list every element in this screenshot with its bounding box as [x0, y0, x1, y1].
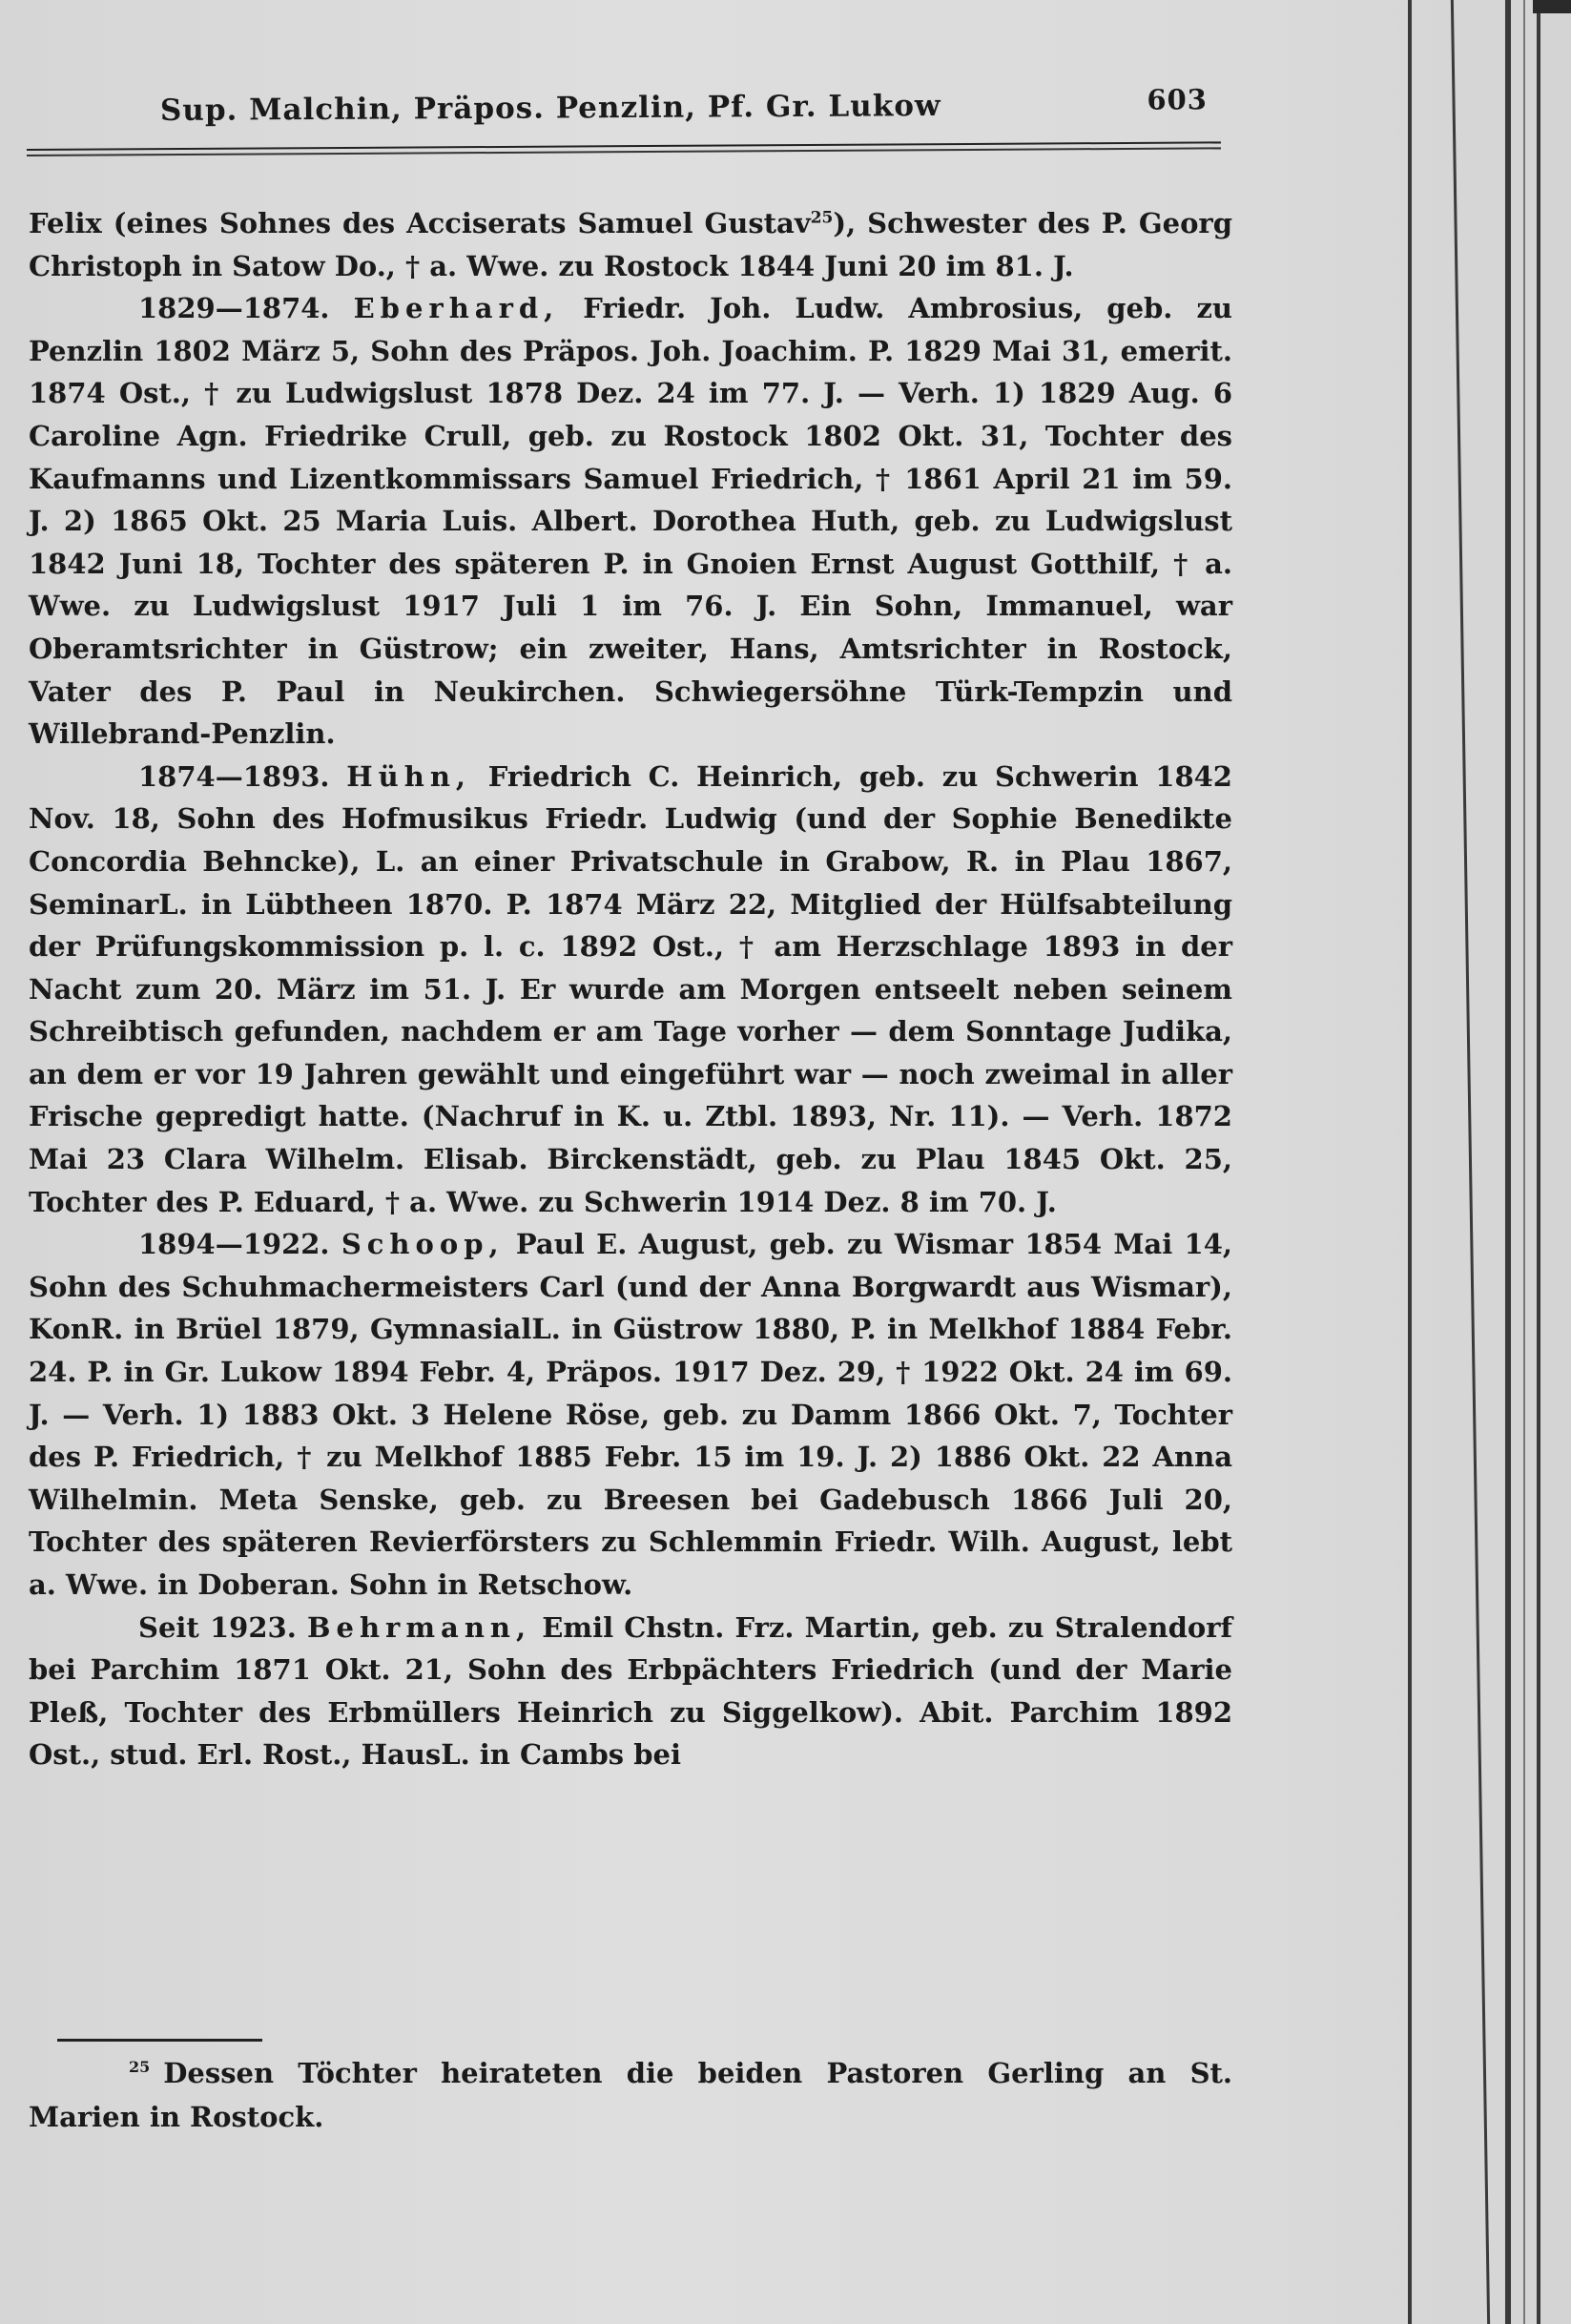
- entry-text: Emil Chstn. Frz. Martin, geb. zu Stralendorf bei Parchim 1871 Okt. 21, Sohn des Erbpächters Friedrich (und der Marie Pleß, Tochter des Erbmüllers Heinrich zu Siggelkow). Abit. Parchim 1892 Ost., stud. Erl. Rost., HausL. in Cambs bei: [29, 1610, 1232, 1772]
- entry-dates: 1874—1893.: [138, 759, 330, 793]
- footnote-separator: [57, 2039, 262, 2042]
- header-double-rule: [27, 141, 1221, 158]
- page-edge-line: [1451, 0, 1490, 2324]
- footnote-text: Dessen Töchter heirateten die beiden Pastoren Gerling an St. Marien in Rostock.: [29, 2057, 1232, 2133]
- page-edge-corner: [1533, 0, 1571, 13]
- page-edge-stack: [1240, 0, 1571, 2324]
- page-edge-line: [1537, 0, 1540, 2324]
- entry-text: Paul E. August, geb. zu Wismar 1854 Mai 14, Sohn des Schuhmachermeisters Carl (und der Anna Borgwardt aus Wismar), KonR. in Brüel 1879, GymnasialL. in Güstrow 1880, P. in Melkhof 1884 Febr. 24. P. in Gr. Lukow 1894 Febr. 4, Präpos. 1917 Dez. 29, † 1922 Okt. 24 im 69. J. — Verh. 1) 1883 Okt. 3 Helene Röse, geb. zu Damm 1866 Okt. 7, Tochter des P. Friedrich, † zu Melkhof 1885 Febr. 15 im 19. J. 2) 1886 Okt. 22 Anna Wilhelmin. Meta Senske, geb. zu Breesen bei Gadebusch 1866 Juli 20, Tochter des späteren Revierförsters zu Schlemmin Friedr. Wilh. August, lebt a. Wwe. in Doberan. Sohn in Retschow.: [29, 1228, 1232, 1601]
- entry-name: Eberhard,: [353, 292, 560, 325]
- entry-dates: Seit 1923.: [138, 1610, 297, 1644]
- entry-behrmann: [29, 1607, 1232, 1776]
- footnote: [29, 2051, 1232, 2139]
- entry-eberhard: [29, 287, 1232, 756]
- entry-huehn: [29, 756, 1232, 1224]
- entry-name: Behrmann,: [307, 1610, 532, 1644]
- paragraph-continuation: [29, 202, 1232, 287]
- running-head: [159, 83, 1219, 135]
- body-text: [29, 202, 1232, 1776]
- footnote-reference: 25: [810, 208, 834, 228]
- entry-dates: 1829—1874.: [138, 292, 330, 325]
- page-edge-line: [1408, 0, 1412, 2324]
- entry-text: Friedrich C. Heinrich, geb. zu Schwerin 1842 Nov. 18, Sohn des Hofmusikus Friedr. Ludwig (und der Sophie Benedikte Concordia Behncke), L. an einer Privatschule in Grabow, R. in Plau 1867, SeminarL. in Lübtheen 1870. P. 1874 März 22, Mitglied der Hülfsabteilung der Prüfungskommission p. l. c. 1892 Ost., † am Herzschlage 1893 in der Nacht zum 20. März im 51. J. Er wurde am Morgen entseelt neben seinem Schreibtisch gefunden, nachdem er am Tage vorher — dem Sonntage Judika, an dem er vor 19 Jahren gewählt und eingeführt war — noch zweimal in aller Frische gepredigt hatte. (Nachruf in K. u. Ztbl. 1893, Nr. 11). — Verh. 1872 Mai 23 Clara Wilhelm. Elisab. Birckenstädt, geb. zu Plau 1845 Okt. 25, Tochter des P. Eduard, † a. Wwe. zu Schwerin 1914 Dez. 8 im 70. J.: [29, 759, 1232, 1218]
- entry-name: Schoop,: [341, 1228, 505, 1261]
- page-edge-line: [1505, 0, 1511, 2324]
- paragraph-text: ), Schwester des P. Georg Christoph in Satow Do., † a. Wwe. zu Rostock 1844 Juni 20 im 81. J.: [29, 207, 1232, 282]
- entry-schoop: [29, 1223, 1232, 1606]
- page-number: 603: [1147, 83, 1209, 116]
- entry-text: Friedr. Joh. Ludw. Ambrosius, geb. zu Penzlin 1802 März 5, Sohn des Präpos. Joh. Joachim. P. 1829 Mai 31, emerit. 1874 Ost., † zu Ludwigslust 1878 Dez. 24 im 77. J. — Verh. 1) 1829 Aug. 6 Caroline Agn. Friedrike Crull, geb. zu Rostock 1802 Okt. 31, Tochter des Kaufmanns und Lizentkommissars Samuel Friedrich, † 1861 April 21 im 59. J. 2) 1865 Okt. 25 Maria Luis. Albert. Dorothea Huth, geb. zu Ludwigslust 1842 Juni 18, Tochter des späteren P. in Gnoien Ernst August Gotthilf, † a. Wwe. zu Ludwigslust 1917 Juli 1 im 76. J. Ein Sohn, Immanuel, war Oberamtsrichter in Güstrow; ein zweiter, Hans, Amtsrichter in Rostock, Vater des P. Paul in Neukirchen. Schwiegersöhne Türk-Tempzin und Willebrand-Penzlin.: [29, 292, 1232, 751]
- entry-dates: 1894—1922.: [138, 1228, 330, 1261]
- entry-name: Hühn,: [346, 759, 472, 793]
- paragraph-text: Felix (eines Sohnes des Acciserats Samuel Gustav: [29, 207, 811, 239]
- footnote-marker: 25: [129, 2058, 151, 2077]
- running-title: Sup. Malchin, Präpos. Penzlin, Pf. Gr. Lukow: [159, 88, 941, 128]
- page-edge-line: [1523, 0, 1525, 2324]
